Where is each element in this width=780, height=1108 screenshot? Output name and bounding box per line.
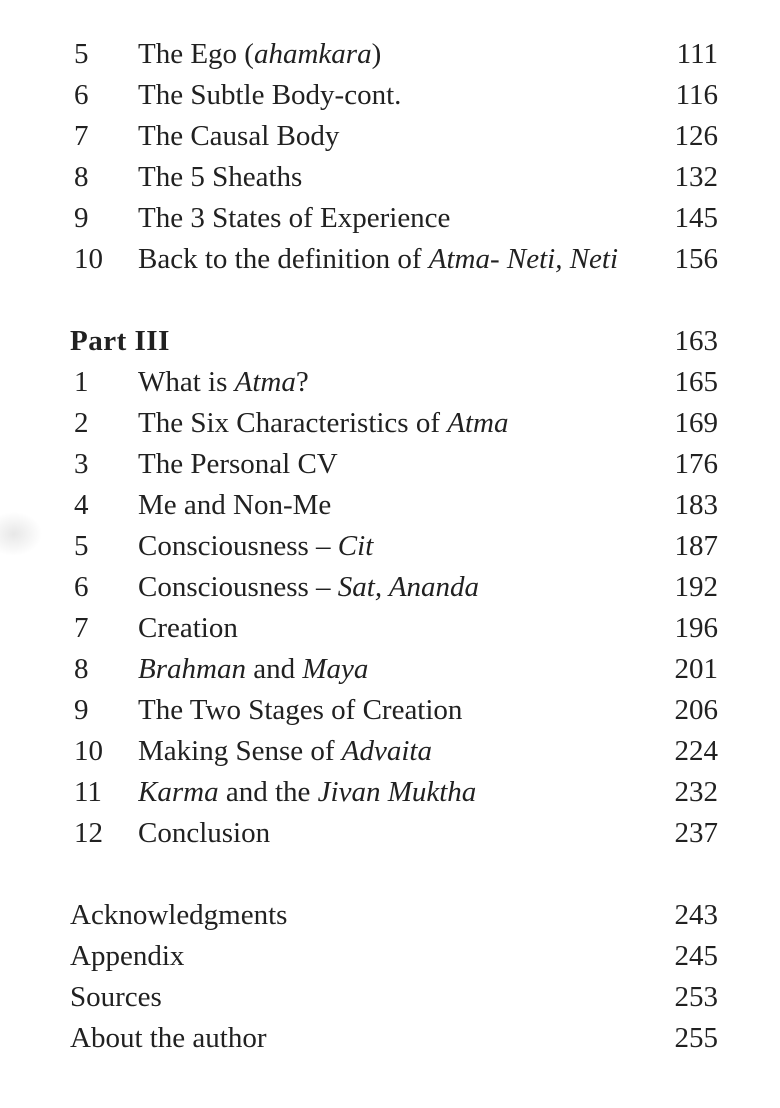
chapter-number: 10 xyxy=(74,735,103,767)
chapter-number: 3 xyxy=(74,448,89,480)
toc-entry xyxy=(70,936,718,977)
chapter-title: About the author xyxy=(70,1022,267,1054)
page-number: 187 xyxy=(674,530,718,562)
italic-term: Atma- Neti, Neti xyxy=(428,243,619,275)
scan-smudge-artifact xyxy=(0,512,42,556)
italic-term: Sat, Ananda xyxy=(337,571,480,603)
chapter-number: 4 xyxy=(74,489,89,521)
page-number: 196 xyxy=(674,612,718,644)
toc-entry xyxy=(70,772,718,813)
toc-entry xyxy=(70,157,718,198)
chapter-title: The Six Characteristics of Atma xyxy=(138,407,509,439)
toc-entry xyxy=(70,649,718,690)
chapter-number: 9 xyxy=(74,202,89,234)
chapter-title: The Subtle Body-cont. xyxy=(138,79,402,111)
chapter-number: 8 xyxy=(74,653,89,685)
section-gap xyxy=(70,280,718,321)
page-number: 232 xyxy=(674,776,718,808)
page-number: 243 xyxy=(674,899,718,931)
page-number: 237 xyxy=(674,817,718,849)
chapter-title: Me and Non-Me xyxy=(138,489,332,521)
chapter-number: 10 xyxy=(74,243,103,275)
chapter-number: 7 xyxy=(74,120,89,152)
toc-entry xyxy=(70,731,718,772)
chapter-title: The Personal CV xyxy=(138,448,338,480)
chapter-title: Acknowledgments xyxy=(70,899,288,931)
chapter-title: The 5 Sheaths xyxy=(138,161,303,193)
section-heading-label: Part III xyxy=(70,325,170,357)
page-number: 206 xyxy=(674,694,718,726)
chapter-number: 11 xyxy=(74,776,102,808)
italic-term: Atma xyxy=(234,366,296,398)
page-number: 255 xyxy=(674,1022,718,1054)
page-number: 165 xyxy=(674,366,718,398)
chapter-title: The Ego (ahamkara) xyxy=(138,38,382,70)
toc-entry xyxy=(70,34,718,75)
toc-entry xyxy=(70,1018,718,1059)
chapter-title: Conclusion xyxy=(138,817,271,849)
italic-term: Maya xyxy=(302,653,369,685)
chapter-number: 6 xyxy=(74,79,89,111)
page-number: 156 xyxy=(674,243,718,275)
italic-term: Atma xyxy=(447,407,509,439)
chapter-title: Brahman and Maya xyxy=(138,653,369,685)
chapter-number: 5 xyxy=(74,38,89,70)
chapter-title: Creation xyxy=(138,612,238,644)
chapter-number: 1 xyxy=(74,366,89,398)
section-gap xyxy=(70,854,718,895)
chapter-number: 6 xyxy=(74,571,89,603)
chapter-title: Consciousness – Sat, Ananda xyxy=(138,571,480,603)
toc-entry xyxy=(70,526,718,567)
italic-term: Jivan Muktha xyxy=(317,776,477,808)
toc-entry xyxy=(70,362,718,403)
toc-section-heading xyxy=(70,321,718,362)
toc-entry xyxy=(70,75,718,116)
toc-entry xyxy=(70,403,718,444)
toc-entry xyxy=(70,977,718,1018)
page-number: 116 xyxy=(675,79,718,111)
italic-term: Cit xyxy=(337,530,374,562)
toc-entry xyxy=(70,608,718,649)
italic-term: Brahman xyxy=(138,653,246,685)
toc-entry xyxy=(70,116,718,157)
table-of-contents xyxy=(70,34,718,1059)
chapter-number: 2 xyxy=(74,407,89,439)
italic-term: Advaita xyxy=(341,735,432,767)
page-number: 176 xyxy=(674,448,718,480)
chapter-title: Consciousness – Cit xyxy=(138,530,374,562)
chapter-title: Sources xyxy=(70,981,162,1013)
chapter-number: 9 xyxy=(74,694,89,726)
page-number: 245 xyxy=(674,940,718,972)
toc-entry xyxy=(70,895,718,936)
chapter-title: Karma and the Jivan Muktha xyxy=(138,776,477,808)
page-number: 132 xyxy=(674,161,718,193)
italic-term: ahamkara xyxy=(253,38,372,70)
chapter-number: 12 xyxy=(74,817,103,849)
chapter-title: Making Sense of Advaita xyxy=(138,735,432,767)
chapter-number: 7 xyxy=(74,612,89,644)
page-number: 145 xyxy=(674,202,718,234)
toc-entry xyxy=(70,239,718,280)
toc-entry xyxy=(70,567,718,608)
italic-term: Karma xyxy=(138,776,219,808)
toc-entry xyxy=(70,690,718,731)
chapter-number: 5 xyxy=(74,530,89,562)
chapter-title: The Two Stages of Creation xyxy=(138,694,463,726)
page-number: 201 xyxy=(674,653,718,685)
toc-entry xyxy=(70,198,718,239)
page-number: 126 xyxy=(674,120,718,152)
chapter-title: Appendix xyxy=(70,940,185,972)
page-number: 224 xyxy=(674,735,718,767)
chapter-number: 8 xyxy=(74,161,89,193)
chapter-title: The Causal Body xyxy=(138,120,340,152)
page-number: 192 xyxy=(674,571,718,603)
chapter-title: The 3 States of Experience xyxy=(138,202,451,234)
toc-entry xyxy=(70,444,718,485)
chapter-title: What is Atma? xyxy=(138,366,309,398)
page-number: 111 xyxy=(676,38,718,70)
toc-entry xyxy=(70,485,718,526)
page-number: 169 xyxy=(674,407,718,439)
toc-entry xyxy=(70,813,718,854)
page-number: 183 xyxy=(674,489,718,521)
page-number: 163 xyxy=(674,325,718,357)
chapter-title: Back to the definition of Atma- Neti, Neti xyxy=(138,243,619,275)
page-number: 253 xyxy=(674,981,718,1013)
